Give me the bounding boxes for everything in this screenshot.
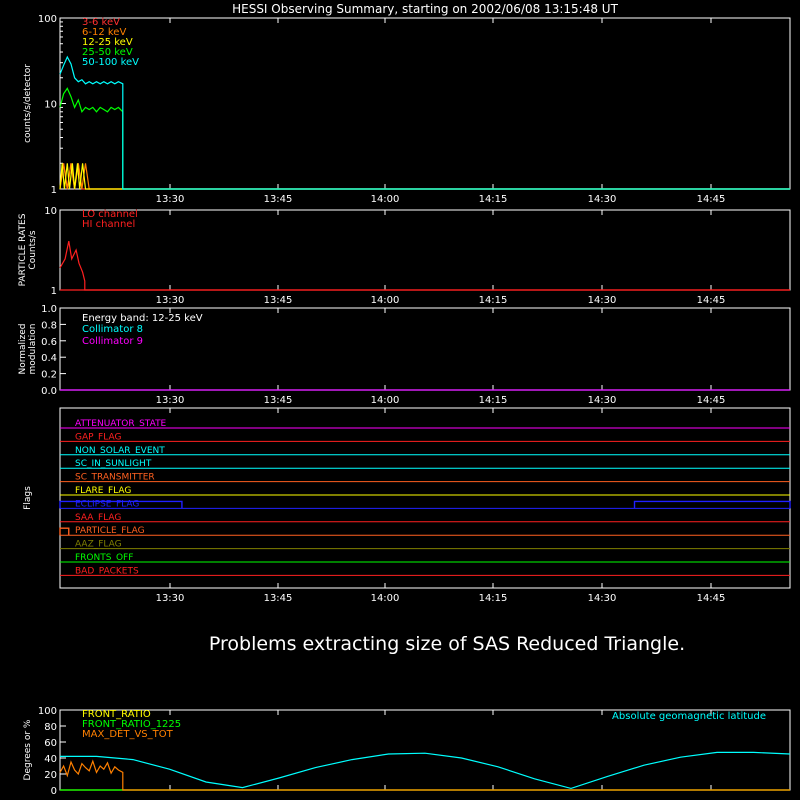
time-tick-label: 14:00 bbox=[370, 395, 400, 406]
particle-rates-y-axis-label: Counts/s bbox=[28, 230, 38, 270]
count-rates-series-line bbox=[60, 88, 790, 189]
ratios-ytick-label: 100 bbox=[37, 706, 57, 717]
modulation-legend-entry: Collimator 8 bbox=[82, 324, 143, 335]
modulation-y-axis-label: modulation bbox=[28, 323, 38, 375]
time-tick-label: 13:45 bbox=[263, 395, 293, 406]
time-tick-label: 14:45 bbox=[696, 295, 726, 306]
time-tick-label: 14:00 bbox=[370, 593, 400, 604]
time-tick-label: 14:15 bbox=[478, 295, 508, 306]
time-tick-label: 13:30 bbox=[155, 295, 185, 306]
time-tick-label: 14:30 bbox=[587, 194, 617, 205]
time-tick-label: 14:45 bbox=[696, 593, 726, 604]
count-rates-ytick-label: 1 bbox=[50, 185, 57, 196]
count-rates-y-axis-label: counts/s/detector bbox=[23, 64, 33, 143]
time-tick-label: 13:30 bbox=[155, 194, 185, 205]
modulation-ytick-label: 0.4 bbox=[41, 353, 57, 365]
modulation-ytick-label: 0.8 bbox=[41, 320, 57, 332]
count-rates-ytick-label: 100 bbox=[37, 14, 57, 25]
modulation-ytick-label: 0.2 bbox=[41, 369, 57, 381]
ratios-ytick-label: 40 bbox=[44, 754, 57, 765]
modulation-ytick-label: 0.6 bbox=[41, 336, 57, 348]
time-tick-label: 13:30 bbox=[155, 593, 185, 604]
time-tick-label: 13:45 bbox=[263, 194, 293, 205]
ratios-ytick-label: 80 bbox=[44, 722, 57, 733]
ratios-ytick-label: 60 bbox=[44, 738, 57, 749]
ratios-legend-entry: MAX_DET_VS_TOT bbox=[82, 729, 173, 740]
time-tick-label: 14:30 bbox=[587, 295, 617, 306]
flags-y-axis-label: Flags bbox=[23, 486, 33, 510]
count-rates-legend-entry: 12-25 keV bbox=[82, 37, 133, 48]
particle-rates-frame bbox=[60, 210, 790, 290]
time-tick-label: 13:45 bbox=[263, 593, 293, 604]
ratios-legend-entry: FRONT_RATIO_1225 bbox=[82, 719, 182, 730]
flag-on-segment bbox=[635, 501, 790, 508]
flag-label: SC_TRANSMITTER bbox=[75, 472, 155, 483]
panel-count-rates bbox=[23, 14, 790, 205]
panels bbox=[18, 14, 790, 797]
particle-rates-ytick-label: 10 bbox=[44, 206, 57, 217]
flag-label: SAA_FLAG bbox=[75, 512, 122, 523]
panel-modulation bbox=[18, 304, 790, 406]
flag-label: SC_IN_SUNLIGHT bbox=[75, 459, 152, 470]
flag-label: BAD_PACKETS bbox=[75, 566, 139, 577]
time-tick-label: 13:45 bbox=[263, 295, 293, 306]
geomagnetic-latitude-label: Absolute geomagnetic latitude bbox=[612, 711, 766, 722]
count-rates-legend-entry: 3-6 keV bbox=[82, 17, 120, 28]
panel-ratios bbox=[23, 706, 790, 797]
time-tick-label: 14:45 bbox=[696, 395, 726, 406]
particle-rates-legend-entry: HI channel bbox=[82, 219, 136, 230]
ratios-series-line bbox=[60, 752, 790, 788]
modulation-ytick-label: 0.0 bbox=[41, 386, 57, 397]
time-tick-label: 14:15 bbox=[478, 593, 508, 604]
time-tick-label: 14:15 bbox=[478, 395, 508, 406]
time-tick-label: 14:15 bbox=[478, 194, 508, 205]
panel-particle-rates bbox=[18, 206, 790, 306]
particle-rates-ytick-label: 1 bbox=[50, 286, 57, 297]
ratios-y-axis-label: Degrees or % bbox=[23, 719, 33, 781]
count-rates-legend-entry: 25-50 keV bbox=[82, 47, 133, 58]
time-tick-label: 14:00 bbox=[370, 295, 400, 306]
count-rates-legend-entry: 50-100 keV bbox=[82, 57, 140, 68]
sas-message: Problems extracting size of SAS Reduced Triangle. bbox=[208, 633, 686, 655]
flag-label: FLARE_FLAG bbox=[75, 486, 132, 496]
flag-label: GAP_FLAG bbox=[75, 432, 122, 443]
flag-label: NON_SOLAR_EVENT bbox=[75, 445, 165, 456]
ratios-legend-entry: FRONT_RATIO bbox=[82, 709, 151, 720]
flag-label: PARTICLE_FLAG bbox=[75, 526, 145, 537]
modulation-ytick-label: 1.0 bbox=[41, 304, 57, 315]
flags-frame bbox=[60, 408, 790, 588]
time-tick-label: 14:00 bbox=[370, 194, 400, 205]
page-title: HESSI Observing Summary, starting on 2002/06/08 13:15:48 UT bbox=[232, 2, 618, 16]
count-rates-series-line bbox=[60, 57, 790, 189]
flag-on-segment bbox=[60, 528, 69, 535]
modulation-legend-entry: Collimator 9 bbox=[82, 336, 143, 347]
time-tick-label: 13:30 bbox=[155, 395, 185, 406]
ratios-ytick-label: 0 bbox=[50, 786, 57, 797]
energy-band-annotation: Energy band: 12-25 keV bbox=[82, 313, 203, 324]
count-rates-legend-entry: 6-12 keV bbox=[82, 27, 127, 38]
flag-label: ECLIPSE_FLAG bbox=[75, 499, 140, 510]
count-rates-frame bbox=[60, 18, 790, 189]
ratios-ytick-label: 20 bbox=[44, 770, 57, 781]
particle-rates-y-axis-label: PARTICLE RATES bbox=[18, 213, 28, 287]
particle-rates-series-line bbox=[60, 241, 790, 290]
time-tick-label: 14:30 bbox=[587, 395, 617, 406]
time-tick-label: 14:30 bbox=[587, 593, 617, 604]
particle-rates-legend-entry: LO channel bbox=[82, 209, 138, 220]
time-tick-label: 14:45 bbox=[696, 194, 726, 205]
flag-label: AAZ_FLAG bbox=[75, 539, 122, 550]
flag-label: FRONTS_OFF bbox=[75, 553, 134, 563]
panel-flags bbox=[23, 408, 790, 604]
modulation-y-axis-label: Normalized bbox=[18, 323, 28, 375]
flag-label: ATTENUATOR_STATE bbox=[75, 419, 167, 429]
count-rates-ytick-label: 10 bbox=[44, 99, 57, 111]
